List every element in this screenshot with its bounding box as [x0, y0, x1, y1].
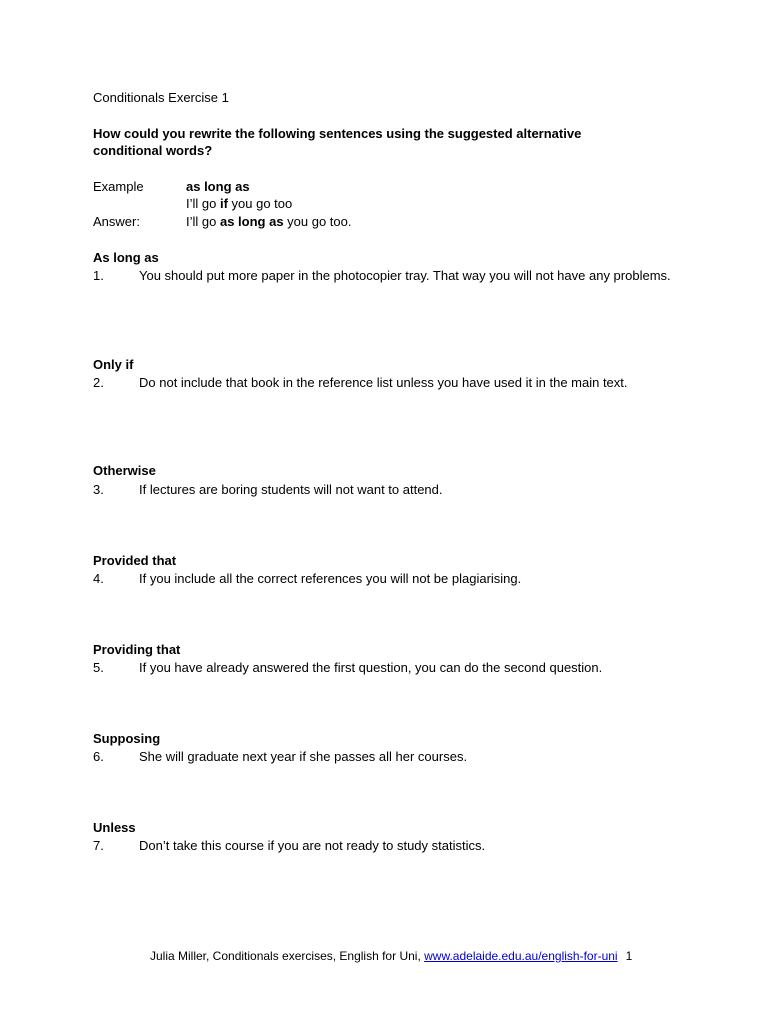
- item-number: 1.: [93, 268, 104, 283]
- example-sentence-post: you go too: [227, 196, 293, 211]
- item-heading: Provided that: [93, 553, 177, 568]
- item-text: If you have already answered the first question, you can do the second question.: [139, 660, 603, 675]
- example-label: Example: [93, 179, 144, 194]
- answer-sentence: [186, 213, 352, 230]
- item-heading: Unless: [93, 820, 136, 835]
- example-sentence-bold: if: [219, 196, 228, 211]
- footer-page-number: 1: [625, 949, 633, 963]
- item-number: 3.: [93, 482, 104, 497]
- item-text: You should put more paper in the photocopier tray. That way you will not have any problems.: [139, 268, 671, 283]
- document-title: Conditionals Exercise 1: [93, 90, 229, 105]
- item-text: She will graduate next year if she passes all her courses.: [139, 749, 468, 764]
- answer-label: Answer:: [93, 214, 140, 229]
- example-word: as long as: [186, 179, 250, 194]
- item-text: If you include all the correct references you will not be plagiarising.: [139, 571, 522, 586]
- item-number: 7.: [93, 838, 104, 853]
- item-heading: Supposing: [93, 731, 161, 746]
- item-text: If lectures are boring students will not want to attend.: [139, 482, 443, 497]
- item-text: Do not include that book in the reference list unless you have used it in the main text.: [139, 375, 628, 390]
- item-number: 2.: [93, 375, 104, 390]
- item-heading: Providing that: [93, 642, 181, 657]
- footer-text: Julia Miller, Conditionals exercises, English for Uni,: [150, 949, 425, 963]
- item-text: Don’t take this course if you are not ready to study statistics.: [139, 838, 486, 853]
- answer-sentence-post: you go too.: [283, 214, 352, 229]
- item-number: 5.: [93, 660, 104, 675]
- item-number: 4.: [93, 571, 104, 586]
- answer-sentence-pre: I’ll go: [186, 214, 220, 229]
- item-heading: As long as: [93, 250, 159, 265]
- example-sentence-pre: I’ll go: [186, 196, 220, 211]
- item-number: 6.: [93, 749, 104, 764]
- example-sentence: [186, 195, 292, 212]
- page-footer: [150, 948, 632, 965]
- answer-sentence-bold: as long as: [219, 214, 284, 229]
- item-heading: Otherwise: [93, 463, 156, 478]
- item-heading: Only if: [93, 357, 134, 372]
- instruction-question: How could you rewrite the following sentences using the suggested alternative conditional words?: [93, 126, 582, 158]
- footer-link[interactable]: www.adelaide.edu.au/english-for-uni: [424, 949, 618, 963]
